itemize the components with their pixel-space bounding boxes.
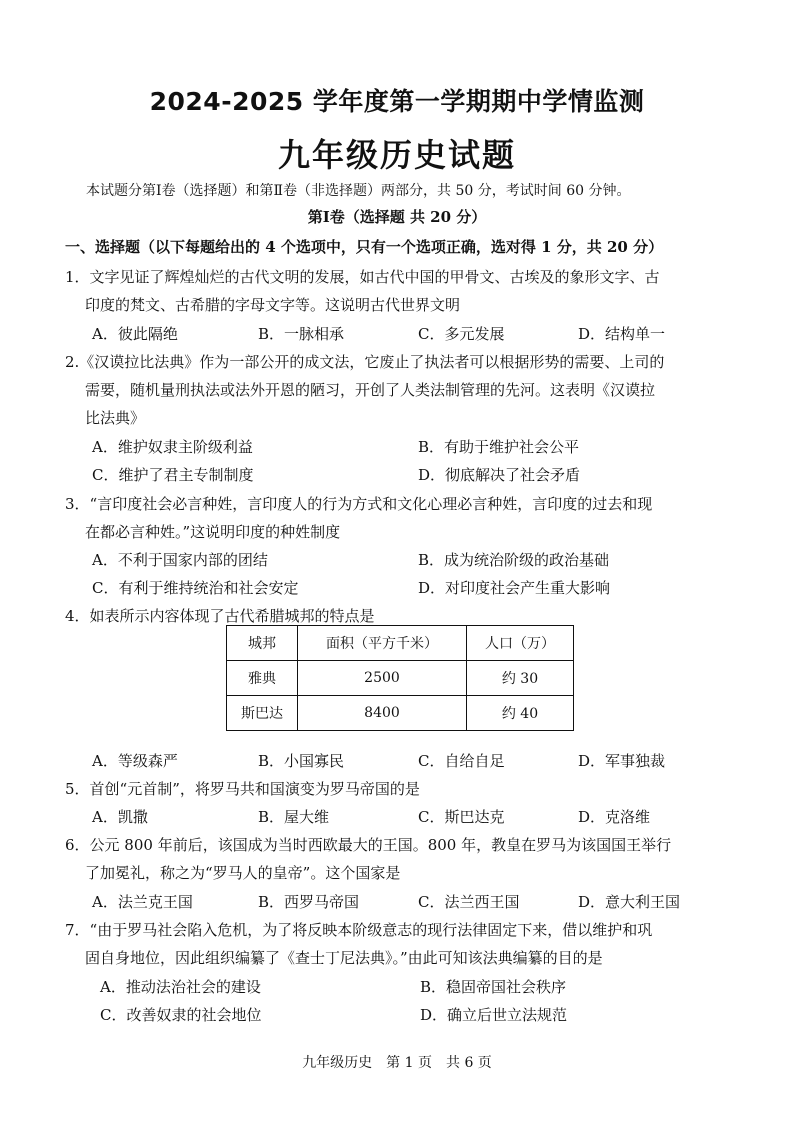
question-1-option-c: C．多元发展 <box>418 325 505 343</box>
question-1-line-2: 印度的梵文、古希腊的字母文字等。这说明古代世界文明 <box>85 296 461 314</box>
question-3-option-b: B．成为统治阶级的政治基础 <box>418 551 610 569</box>
table-cell: 8400 <box>298 696 467 731</box>
question-7-line-1: 7．“由于罗马社会陷入危机，为了将反映本阶级意志的现行法律固定下来，借以维护和巩 <box>65 921 653 939</box>
question-6-option-c: C．法兰西王国 <box>418 893 520 911</box>
table-header-cell: 面积（平方千米） <box>298 626 467 661</box>
question-5-option-b: B．屋大维 <box>258 808 330 826</box>
question-7-option-c: C．改善奴隶的社会地位 <box>100 1006 262 1024</box>
question-5-option-d: D．克洛维 <box>578 808 651 826</box>
question-4-line-1: 4．如表所示内容体现了古代希腊城邦的特点是 <box>65 607 375 625</box>
exam-intro: 本试题分第Ⅰ卷（选择题）和第Ⅱ卷（非选择题）两部分，共 50 分，考试时间 60 分钟。 <box>86 183 631 199</box>
question-2-option-b: B．有助于维护社会公平 <box>418 438 580 456</box>
table-cell: 2500 <box>298 661 467 696</box>
table-header-row <box>227 626 574 661</box>
question-1-option-d: D．结构单一 <box>578 325 666 343</box>
exam-subtitle: 九年级历史试题 <box>277 136 516 174</box>
question-2-option-a: A．维护奴隶主阶级利益 <box>92 438 253 456</box>
question-2-line-1: 2.《汉谟拉比法典》作为一部公开的成文法，它废止了执法者可以根据形势的需要、上司的 <box>65 353 665 371</box>
question-5-option-a: A．凯撒 <box>92 808 148 826</box>
exam-title: 2024-2025 学年度第一学期期中学情监测 <box>149 87 645 116</box>
question-4-option-a: A．等级森严 <box>92 752 178 770</box>
question-2-option-d: D．彻底解决了社会矛盾 <box>418 466 581 484</box>
question-5-line-1: 5．首创“元首制”，将罗马共和国演变为罗马帝国的是 <box>65 780 420 798</box>
question-1-option-a: A．彼此隔绝 <box>92 325 178 343</box>
table-cell: 约 40 <box>467 696 574 731</box>
page-footer: 九年级历史 第 1 页 共 6 页 <box>302 1055 492 1071</box>
question-4-option-c: C．自给自足 <box>418 752 505 770</box>
question-7-line-2: 固自身地位，因此组织编纂了《查士丁尼法典》。”由此可知该法典编纂的目的是 <box>85 949 603 967</box>
table-cell: 雅典 <box>227 661 298 696</box>
question-6-line-2: 了加冕礼，称之为“罗马人的皇帝”。这个国家是 <box>85 864 401 882</box>
question-7-option-b: B．稳固帝国社会秩序 <box>420 978 567 996</box>
question-2-line-3: 比法典》 <box>85 409 146 427</box>
question-6-option-d: D．意大利王国 <box>578 893 681 911</box>
question-3-line-1: 3．“言印度社会必言种姓，言印度人的行为方式和文化心理必言种姓，言印度的过去和现 <box>65 495 653 513</box>
question-7-option-a: A．推动法治社会的建设 <box>100 978 261 996</box>
table-row <box>227 661 574 696</box>
table-row <box>227 696 574 731</box>
question-2-option-c: C．维护了君主专制制度 <box>92 466 254 484</box>
question-7-option-d: D．确立后世立法规范 <box>420 1006 568 1024</box>
table-cell: 约 30 <box>467 661 574 696</box>
question-1-line-1: 1．文字见证了辉煌灿烂的古代文明的发展，如古代中国的甲骨文、古埃及的象形文字、古 <box>65 268 660 286</box>
question-2-line-2: 需要，随机量刑执法或法外开恩的陋习，开创了人类法制管理的先河。这表明《汉谟拉 <box>85 381 656 399</box>
question-6-option-a: A．法兰克王国 <box>92 893 193 911</box>
question-3-option-d: D．对印度社会产生重大影响 <box>418 579 611 597</box>
question-5-option-c: C．斯巴达克 <box>418 808 505 826</box>
question-6-line-1: 6．公元 800 年前后，该国成为当时西欧最大的王国。800 年，教皇在罗马为该国国王举行 <box>65 836 672 854</box>
question-4-option-b: B．小国寡民 <box>258 752 345 770</box>
question-6-option-b: B．西罗马帝国 <box>258 893 360 911</box>
section-heading: 一、选择题（以下每题给出的 4 个选项中，只有一个选项正确，选对得 1 分，共 20 分） <box>65 238 664 256</box>
table-header-cell: 人口（万） <box>467 626 574 661</box>
question-3-option-c: C．有利于维持统治和社会安定 <box>92 579 299 597</box>
table-header-cell: 城邦 <box>227 626 298 661</box>
city-state-table <box>226 625 574 731</box>
question-3-line-2: 在都必言种姓。”这说明印度的种姓制度 <box>85 523 341 541</box>
question-4-option-d: D．军事独裁 <box>578 752 666 770</box>
question-3-option-a: A．不利于国家内部的团结 <box>92 551 268 569</box>
volume-heading: 第Ⅰ卷（选择题 共 20 分） <box>307 208 487 226</box>
question-1-option-b: B．一脉相承 <box>258 325 345 343</box>
table-cell: 斯巴达 <box>227 696 298 731</box>
